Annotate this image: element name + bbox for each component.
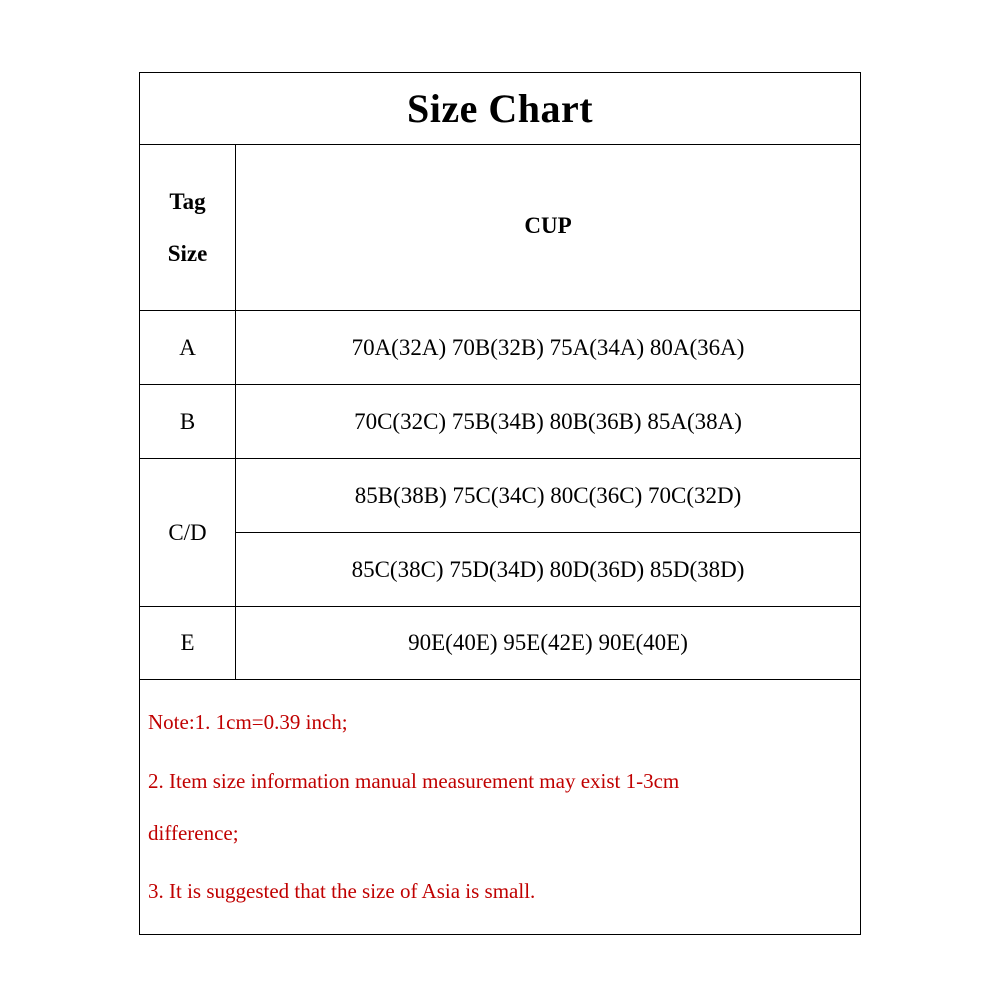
tag-size-header: [140, 145, 236, 310]
cup-cell: 70C(32C) 75B(34B) 80B(36B) 85A(38A): [354, 408, 742, 434]
title-row: [140, 73, 860, 145]
tag-cell: A: [140, 311, 236, 384]
tag-header-line2: Size: [167, 240, 208, 266]
table-row-cd: [140, 459, 860, 607]
table-row-b: [140, 385, 860, 459]
tag-header-line1: Tag: [169, 188, 206, 214]
header-row: [140, 145, 860, 311]
tag-cell: B: [140, 385, 236, 458]
note-line-3: difference;: [148, 821, 239, 845]
cup-cell: 85C(38C) 75D(34D) 80D(36D) 85D(38D): [351, 557, 745, 582]
notes-section: [140, 680, 860, 934]
cup-cell: 90E(40E) 95E(42E) 90E(40E): [408, 630, 688, 655]
chart-title: Size Chart: [406, 86, 594, 131]
cup-header: CUP: [524, 213, 572, 238]
tag-cell: E: [140, 607, 236, 679]
note-line-2: 2. Item size information manual measurement may exist 1-3cm: [148, 769, 680, 793]
table-row-e: [140, 607, 860, 680]
cup-cell: 70A(32A) 70B(32B) 75A(34A) 80A(36A): [351, 334, 745, 360]
table-row-a: [140, 311, 860, 385]
cup-cell: 85B(38B) 75C(34C) 80C(36C) 70C(32D): [236, 459, 860, 533]
note-line-1: Note:1. 1cm=0.39 inch;: [148, 710, 348, 734]
size-chart-table: [139, 72, 861, 935]
tag-cell: C/D: [140, 459, 236, 606]
size-grid: [140, 145, 860, 680]
note-line-4: 3. It is suggested that the size of Asia is small.: [148, 879, 536, 903]
